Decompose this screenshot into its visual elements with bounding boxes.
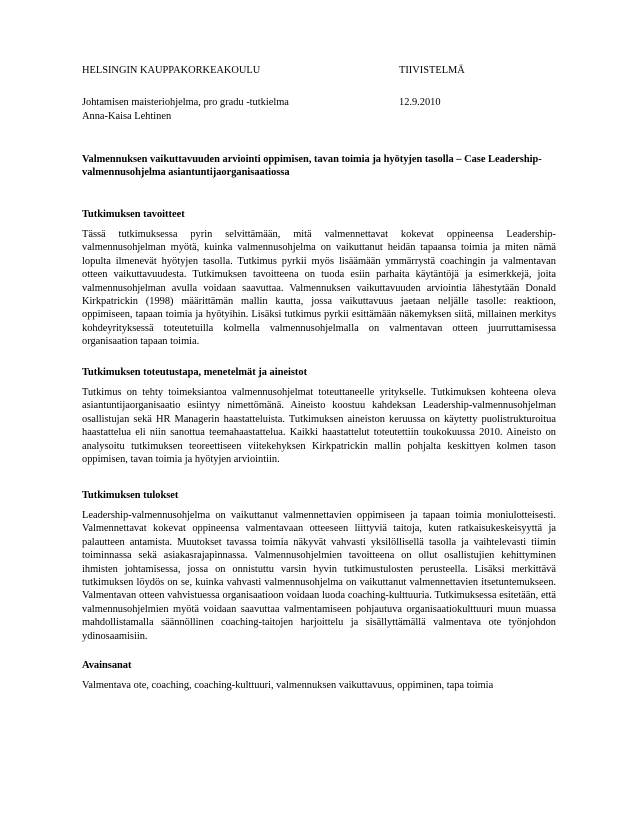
- institution-name: HELSINGIN KAUPPAKORKEAKOULU: [82, 65, 261, 76]
- section-body: Tutkimus on tehty toimeksiantoa valmennusohjelmat toteuttaneelle yritykselle. Tutkimuksen kohteena oleva asiantuntijaorganisaatio esiintyy nimettömänä. Aineisto koostuu kahdeksan Leadership-valmennusohjelman osallistujan sekä HR Managerin haastatteluista. Tutkimuksen aineiston keruussa on käytetty puolistrukturoitua haastattelua eli niin sanottua teemahaastattelua. Kaikki haastattelut toteutettiin toukokuussa 2010. Aineisto on analysoitu tutkimuksen teoreettiseen viitekehyksen Kirkpatrickin mallin pohjalta keskittyen kolmen tason oppimisen, tavan toimia ja hyötyjen arviointiin.: [82, 387, 556, 466]
- program-name: Johtamisen maisteriohjelma, pro gradu -tutkielma: [82, 97, 289, 108]
- author-name: Anna-Kaisa Lehtinen: [82, 111, 172, 122]
- thesis-title: Valmennuksen vaikuttavuuden arviointi oppimisen, tavan toimia ja hyötyjen tasolla – Case Leadership-valmennusohjelma asiantuntijaorganisaatiossa: [82, 154, 542, 179]
- section-heading: Tutkimuksen toteutustapa, menetelmät ja aineistot: [82, 367, 308, 378]
- keywords-text: Valmentava ote, coaching, coaching-kulttuuri, valmennuksen vaikuttavuus, oppiminen, tapa toimia: [82, 680, 494, 691]
- document-type: TIIVISTELMÄ: [399, 65, 465, 76]
- section-heading: Tutkimuksen tulokset: [82, 490, 179, 501]
- document-date: 12.9.2010: [399, 97, 441, 108]
- section-heading: Tutkimuksen tavoitteet: [82, 209, 185, 220]
- section-body: Tässä tutkimuksessa pyrin selvittämään, mitä valmennettavat kokevat oppineensa Leadership-valmennusohjelman myötä, kuinka valmennusohjelma on vaikuttanut heidän tapaansa toimia ja miten nämä lopulta ilmenevät hyötyjen tasolla. Tutkimus pyrkii myös lisäämään ymmärrystä coachingin ja valmentavan otteen vaikuttavuudesta. Tutkimuksen tavoitteena on tuoda esiin parhaita käytäntöjä ja esimerkkejä, joita valmennusohjelman avulla voidaan saavuttaa. Valmennuksen vaikuttavuuden arviointia lähestytään Donald Kirkpatrickin (1998) määrittämän mallin kautta, jossa vaikuttavuus jaetaan neljälle tasolle: reaktioon, oppimiseen, tapaan toimia ja hyötyihin. Lisäksi tutkimus pyrkii esittämään näkemyksen siitä, millainen merkitys kohdeyrityksessä toteutetuilla kolmella valmennusohjelmalla on valmentavan otteen juurruttamisessa organisaation tapaan toimia.: [82, 229, 556, 348]
- section-heading: Avainsanat: [82, 660, 132, 671]
- section-body: Leadership-valmennusohjelma on vaikuttanut valmennettavien oppimiseen ja tapaan toimia moniulotteisesti. Valmennettavat kokevat oppineensa valmentavaan otteeseen liittyviä taitoja, kuten ratkaisukeskeisyyttä ja palautteen antamista. Muutokset tavassa toimia näkyvät vahvasti yksilöllisellä tasolla ja vaihtelevasti tiimin toiminnassa sekä asiakasrajapinnassa. Valmennusohjelmien tavoitteena on ollut osallistujien kehittyminen ihmisten johtamisessa, jossa on onnistuttu varsin hyvin tutkimustulosten perusteella. Lisäksi merkittävä tutkimuksen löydös on se, kuinka vahvasti valmennusohjelma on vaikuttanut valmennettavien itsetuntemukseen. Valmentavan otteen vahvistuessa organisaatioon voidaan luoda coaching-kulttuuria. Tutkimuksessa esitetään, että valmennusohjelmien myötä voidaan saavuttaa valmentamiseen pohjautuva organisaatiokulttuuri muun muassa mahdollistamalla säännöllinen coaching-taitojen harjoittelu ja sisällyttämällä valmentava ote työnjohdon ydinosaamisiin.: [82, 510, 556, 642]
